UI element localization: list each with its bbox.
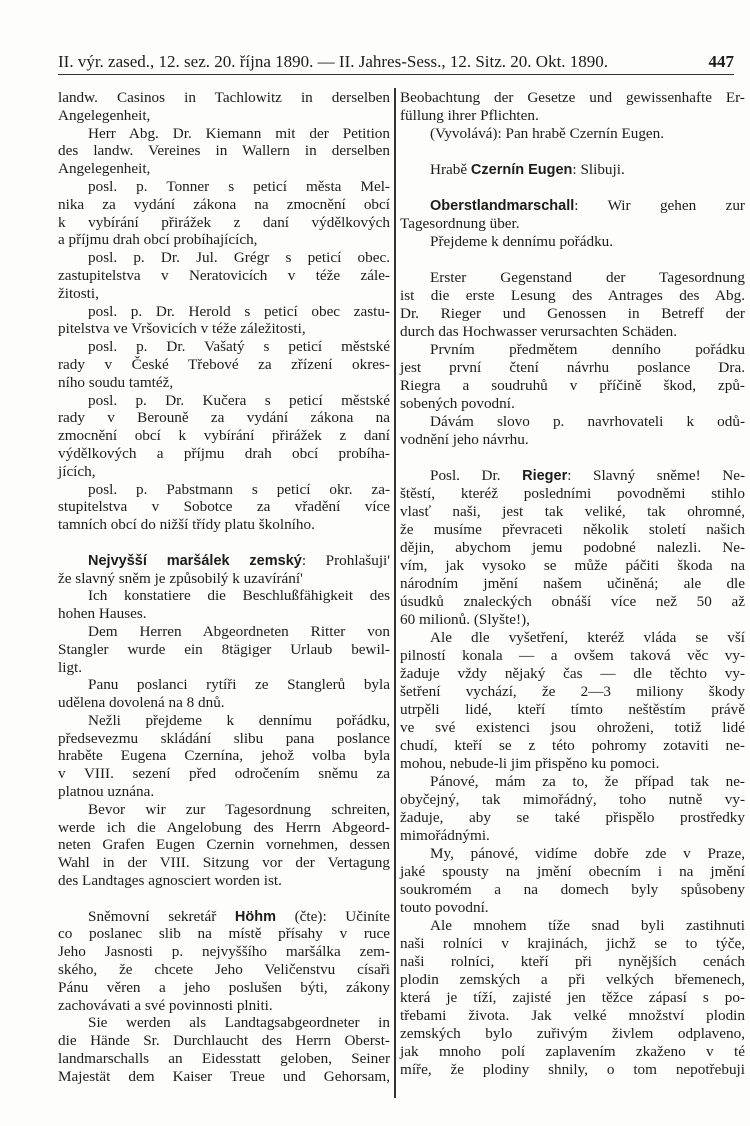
text-line: landmarschalls an Eidesstatt geloben, Seiner — [58, 1050, 390, 1068]
text-line: soukromém a na domech byly spůsobeny — [400, 881, 745, 898]
text-line: úsudků znaleckých obnáší více než 50 až — [400, 593, 745, 610]
text-line: žaduje vždy nějaký čas — dle těchto vy- — [400, 665, 745, 682]
text-line — [58, 908, 390, 926]
text-line: ního soudu tamtéž, — [58, 373, 174, 391]
text-line: jest první čtení návrhu poslance Dra. — [400, 359, 745, 376]
text-line: předsevezmu skládání slibu pana poslance — [58, 729, 390, 747]
text-line: posl. p. Dr. Jul. Grégr s peticí obec. — [88, 249, 390, 267]
text-line: obyčejný, tak mimořádný, toho nutně vy- — [400, 791, 745, 808]
text-line — [58, 552, 390, 570]
text-line: Ich konstatiere die Beschlußfähigkeit des — [88, 587, 390, 605]
text-line: platnou uznána. — [58, 783, 155, 801]
text-line: Stangler wurde ein 8tägiger Urlaub bewil- — [58, 640, 390, 658]
line-text: Posl. Dr. — [430, 467, 523, 484]
line-text: : Slavný sněme! Ne- — [567, 467, 746, 484]
blank-line — [58, 534, 390, 552]
text-line: mimořádnými. — [400, 827, 490, 844]
text-line: zastupitelstva v Neratovicích v téže zále- — [58, 266, 390, 284]
text-line: že musíme převraceti několik století našich — [400, 521, 745, 538]
text-line: třebami života. Jak velké množství plodin — [400, 1007, 745, 1024]
text-line: sobených povodní. — [400, 395, 515, 412]
text-line: Dr. Rieger und Genossen in Betreff der — [400, 305, 745, 322]
blank-line — [58, 890, 390, 908]
line-text: (čte): Učiníte — [276, 907, 390, 925]
text-line: výdělkových a příjmu drah obcí probíha- — [58, 444, 390, 462]
text-line: Majestät dem Kaiser Treue und Gehorsam, — [58, 1067, 390, 1085]
text-line: mohou, nebude-li jim přispěno ku pomoci. — [400, 755, 660, 772]
text-line: Tagesordnung über. — [400, 215, 520, 232]
text-line: žaduje, aby se také přispělo prostředky — [400, 809, 745, 826]
text-line: žitosti, — [58, 284, 99, 302]
text-line: vodnění jeho návrhu. — [400, 431, 529, 448]
text-line: Přejdeme k dennímu pořádku. — [430, 233, 614, 250]
text-line: rady v České Třebové za zřízení okres- — [58, 355, 390, 373]
text-line: jících, — [58, 462, 96, 480]
text-line: a příjmu drah obcí probíhajících, — [58, 231, 258, 249]
text-line: Bevor wir zur Tagesordnung schreiten, — [88, 800, 390, 818]
text-line: posl. p. Dr. Herold s peticí obec zastu- — [88, 302, 390, 320]
text-line: Panu poslanci rytíři ze Stanglerů byla — [88, 676, 390, 694]
blank-line — [400, 251, 745, 269]
text-line: landw. Casinos in Tachlowitz in derselben — [58, 89, 390, 106]
speaker-name: Czernín Eugen — [470, 162, 573, 178]
text-line: des Landtages agnosciert worden ist. — [58, 872, 282, 890]
line-text: Hrabě — [430, 161, 471, 178]
line-text: Sněmovní sekretář — [88, 907, 235, 925]
text-line: ligt. — [58, 658, 83, 676]
text-line: ve své existenci jsou ohroženi, totiž lidé — [400, 719, 745, 736]
text-line: štěstí, kteréž posledními povodněmi stihlo — [400, 485, 745, 502]
right-column — [400, 89, 745, 1079]
text-line: 60 milionů. (Slyšte!), — [400, 611, 530, 628]
text-line: Jeho Jasnosti p. nejvyššího maršálka zem- — [58, 943, 390, 961]
text-line: Nežli přejdeme k dennímu pořádku, — [88, 711, 390, 729]
text-line: co poslanec slib na místě přísahy v ruce — [58, 925, 390, 943]
left-column — [58, 89, 390, 1086]
text-line: v VIII. sezení před odročením sněmu za — [58, 765, 390, 783]
text-line: touto povodní. — [400, 899, 489, 916]
text-line: Herr Abg. Dr. Kiemann mit der Petition — [88, 124, 390, 142]
text-line: zmocnění obcí k vybírání přirážek z daní — [58, 427, 390, 445]
text-line — [400, 467, 745, 485]
text-line: Pánu věren a jeho poslušen býti, zákony — [58, 978, 390, 996]
text-line: (Vyvolává): Pan hrabě Czernín Eugen. — [430, 125, 665, 142]
text-line — [400, 161, 745, 179]
text-line: Beobachtung der Gesetze und gewissenhafte Er- — [400, 89, 745, 106]
text-line: des landw. Vereines in Wallern in derselben — [58, 142, 390, 160]
text-line: vím, jak vysoko se může páčiti škoda na — [400, 557, 745, 574]
text-line: My, pánové, vidíme dobře zde v Praze, — [430, 845, 745, 862]
text-line: naši rolníci, kteří při nynějších cenách — [400, 953, 745, 970]
text-line: Dávám slovo p. navrhovateli k odů- — [430, 413, 745, 430]
running-header — [58, 48, 734, 75]
text-line: Ale dle vyšetření, kteréž vláda se vší — [430, 629, 745, 646]
text-line: zachovávati a své povinnosti plniti. — [58, 996, 273, 1014]
running-title: II. výr. zased., 12. sez. 20. října 1890. — II. Jahres-Sess., 12. Sitz. 20. Okt. 1890. — [58, 52, 609, 71]
text-line: tamních obcí do nižší třídy platu školního. — [58, 516, 315, 534]
text-line: zemských bylo zuřivým živlem odplaveno, — [400, 1025, 745, 1042]
text-line: dějin, abychom jemu podobné nalezli. Ne- — [400, 539, 745, 556]
text-line: k vybírání přirážek z daní výdělkových — [58, 213, 390, 231]
text-line: stupitelstva v Sobotce za vřadění více — [58, 498, 390, 516]
text-line: Riegra a soudruhů v příčině škod, způ- — [400, 377, 745, 394]
blank-line — [400, 143, 745, 161]
text-line: posl. p. Dr. Vašatý s peticí městské — [88, 338, 390, 356]
text-line: durch das Hochwasser verursachten Schäden. — [400, 323, 678, 340]
text-line: die Hände Sr. Durchlaucht des Herrn Oberst- — [58, 1032, 390, 1050]
speaker-name: Höhm — [234, 908, 276, 925]
text-line: hraběte Eugena Czernína, jehož volba byla — [58, 747, 390, 765]
text-line: plodin zemských a při velkých břemenech, — [400, 971, 745, 988]
text-line: nika za vydání zákona na zmocnění obcí — [58, 195, 390, 213]
text-line: udělena dovolená na 8 dnů. — [58, 694, 225, 712]
text-line: pilností konala — a ovšem taková věc vy- — [400, 647, 745, 664]
page-number: 447 — [708, 52, 734, 71]
text-line: jaké spousty na jmění obecním i na jmění — [400, 863, 745, 880]
text-line: že slavný sněm je způsobilý k uzavírání' — [58, 569, 303, 587]
text-line: Angelegenheit, — [58, 106, 151, 124]
text-line: werde ich die Angelobung des Herrn Abgeord- — [58, 818, 390, 836]
text-line: Sie werden als Landtagsabgeordneter in — [88, 1014, 390, 1032]
text-line: pitelstva ve Vršovicích v téže záležitosti, — [58, 320, 306, 338]
text-line: hohen Hauses. — [58, 605, 147, 623]
text-line: vlasť naši, jest tak veliké, tak ohromné, — [400, 503, 745, 520]
speaker-name: Oberstlandmarschall — [430, 198, 575, 214]
blank-line — [400, 449, 745, 467]
text-line: míře, že plodiny shnily, o tom nepotřebuji — [400, 1061, 745, 1078]
text-line: národním jmění našem učiněná; ale dle — [400, 575, 745, 592]
text-line: naši rolníci v krajinách, jichž se to týče, — [400, 935, 745, 952]
text-line: posl. p. Tonner s peticí města Mel- — [88, 177, 390, 195]
text-line: ského, že chcete Jeho Veličenstvu císaři — [58, 961, 390, 979]
text-line: Prvním předmětem denního pořádku — [430, 341, 745, 358]
text-line: rady v Berouně za vydání zákona na — [58, 409, 390, 427]
line-text: : Prohlašuji' — [301, 551, 390, 569]
column-divider — [394, 88, 396, 1098]
text-line: posl. p. Dr. Kučera s peticí městské — [88, 391, 390, 409]
text-line: Erster Gegenstand der Tagesordnung — [430, 269, 745, 286]
line-text: : Wir gehen zur — [574, 197, 745, 214]
text-line: ist die erste Lesung des Antrages des Abg. — [400, 287, 745, 304]
blank-line — [400, 179, 745, 197]
speaker-name: Nejvyšší maršálek zemský — [88, 552, 302, 569]
text-line: neten Grafen Eugen Czernin vornehmen, dessen — [58, 836, 390, 854]
text-line: šetření vychází, že 2—3 miliony škody — [400, 683, 745, 700]
text-line — [400, 197, 745, 215]
text-line: posl. p. Pabstmann s peticí okr. za- — [88, 480, 390, 498]
text-line: Wahl in der VIII. Sitzung vor der Vertagung — [58, 854, 390, 872]
text-line: füllung ihrer Pflichten. — [400, 107, 539, 124]
text-line: Pánové, mám za to, že případ tak ne- — [430, 773, 745, 790]
text-line: utrpěli lidé, kteří tímto neštěstím právě — [400, 701, 745, 718]
text-line: jak mnoho polí zaplavením zkaženo v té — [400, 1043, 745, 1060]
line-text: : Slibuji. — [572, 161, 625, 178]
text-line: Dem Herren Abgeordneten Ritter von — [88, 622, 390, 640]
text-line: Ale mnohem tíže snad byli zastihnuti — [430, 917, 745, 934]
text-line: Angelegenheit, — [58, 160, 151, 178]
text-line: která je tíží, zajisté jen těžce zápasí s po- — [400, 989, 745, 1006]
speaker-name: Rieger — [522, 468, 568, 484]
text-line: chudí, kteří se z této pohromy zotaviti ne- — [400, 737, 745, 754]
